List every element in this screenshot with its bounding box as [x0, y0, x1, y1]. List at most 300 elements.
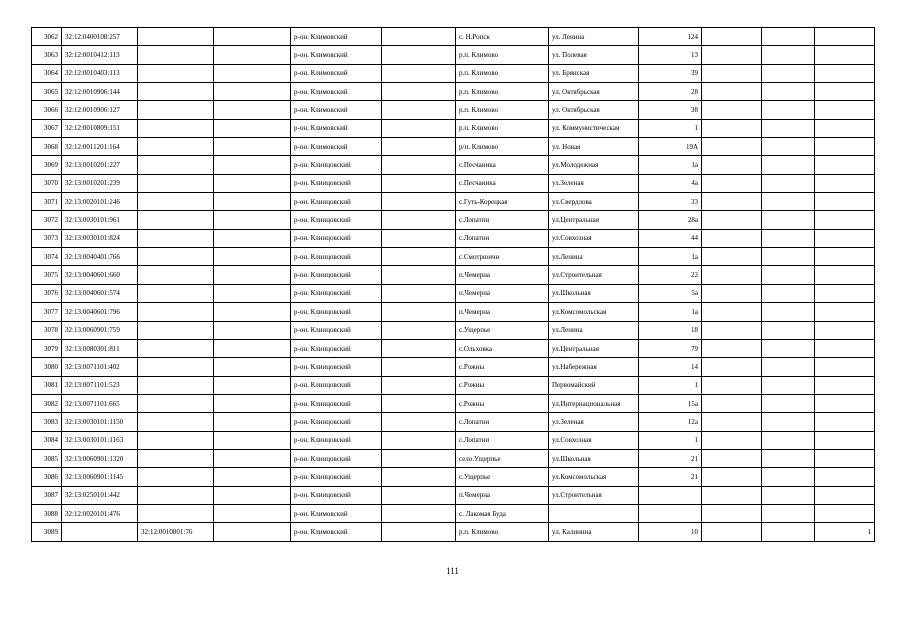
- cadastral-number-cell: 32:13:0080301:811: [62, 339, 138, 357]
- row-number-cell: 3066: [32, 101, 62, 119]
- table-row: [32, 248, 875, 266]
- district-cell: р-он. Клинцовский: [291, 339, 382, 357]
- house-number-cell: 10: [639, 523, 702, 541]
- empty-cell: [214, 504, 291, 522]
- cadastral-number-cell: 32:12:0400108:257: [62, 28, 138, 46]
- street-cell: ул.Комсомольская: [549, 303, 639, 321]
- settlement-cell: р/п. Климово: [456, 138, 549, 156]
- cadastral-number-cell: 32:13:0071101:523: [62, 376, 138, 394]
- empty-cell: [762, 468, 815, 486]
- house-number-cell: 39: [639, 64, 702, 82]
- cadastral-number-2-cell: [138, 138, 214, 156]
- cadastral-number-2-cell: [138, 394, 214, 412]
- empty-cell: [214, 174, 291, 192]
- last-value-cell: [815, 28, 875, 46]
- house-number-cell: 1: [639, 376, 702, 394]
- table-row: [32, 468, 875, 486]
- settlement-cell: п.Чемерна: [456, 284, 549, 302]
- house-number-cell: 33: [639, 193, 702, 211]
- district-cell: р-он. Клинцовский: [291, 486, 382, 504]
- cadastral-number-2-cell: [138, 46, 214, 64]
- settlement-cell: с.Песчаника: [456, 174, 549, 192]
- cadastral-number-cell: 32:13:0060901:759: [62, 321, 138, 339]
- district-cell: р-он. Клинцовский: [291, 193, 382, 211]
- last-value-cell: [815, 138, 875, 156]
- cadastral-number-2-cell: [138, 431, 214, 449]
- table-row: [32, 211, 875, 229]
- street-cell: ул.Центральная: [549, 339, 639, 357]
- empty-cell: [762, 174, 815, 192]
- street-cell: ул.Совхозная: [549, 229, 639, 247]
- empty-cell: [702, 174, 762, 192]
- cadastral-number-cell: 32:13:0030101:961: [62, 211, 138, 229]
- settlement-cell: с.Лопатни: [456, 211, 549, 229]
- last-value-cell: [815, 46, 875, 64]
- empty-cell: [762, 284, 815, 302]
- district-cell: р-он. Клинцовский: [291, 229, 382, 247]
- last-value-cell: [815, 413, 875, 431]
- district-cell: р-он. Клинцовский: [291, 431, 382, 449]
- empty-cell: [382, 449, 456, 467]
- table-row: [32, 284, 875, 302]
- empty-cell: [762, 119, 815, 137]
- cadastral-number-cell: 32:13:0010201:239: [62, 174, 138, 192]
- empty-cell: [382, 394, 456, 412]
- empty-cell: [214, 413, 291, 431]
- house-number-cell: 1а: [639, 303, 702, 321]
- empty-cell: [702, 468, 762, 486]
- empty-cell: [762, 248, 815, 266]
- street-cell: ул. Ленина: [549, 28, 639, 46]
- house-number-cell: 124: [639, 28, 702, 46]
- street-cell: [549, 504, 639, 522]
- cadastral-number-cell: 32:13:0040401:766: [62, 248, 138, 266]
- cadastral-number-cell: 32:13:0030101:1163: [62, 431, 138, 449]
- cadastral-number-cell: 32:13:0060901:1145: [62, 468, 138, 486]
- empty-cell: [762, 266, 815, 284]
- row-number-cell: 3083: [32, 413, 62, 431]
- last-value-cell: [815, 174, 875, 192]
- table-row: [32, 339, 875, 357]
- empty-cell: [214, 376, 291, 394]
- house-number-cell: 1а: [639, 248, 702, 266]
- street-cell: ул.Строительная: [549, 486, 639, 504]
- district-cell: р-он. Клинцовский: [291, 303, 382, 321]
- empty-cell: [382, 486, 456, 504]
- last-value-cell: [815, 101, 875, 119]
- cadastral-number-2-cell: [138, 101, 214, 119]
- empty-cell: [702, 46, 762, 64]
- row-number-cell: 3074: [32, 248, 62, 266]
- table-row: [32, 229, 875, 247]
- last-value-cell: 1: [815, 523, 875, 541]
- district-cell: р-он. Климовский: [291, 101, 382, 119]
- cadastral-number-2-cell: [138, 486, 214, 504]
- empty-cell: [762, 504, 815, 522]
- district-cell: р-он. Климовский: [291, 64, 382, 82]
- empty-cell: [382, 46, 456, 64]
- district-cell: р-он. Клинцовский: [291, 394, 382, 412]
- cadastral-number-cell: 32:12:0020101:476: [62, 504, 138, 522]
- empty-cell: [762, 376, 815, 394]
- house-number-cell: 4а: [639, 174, 702, 192]
- cadastral-number-cell: 32:12:0011201:164: [62, 138, 138, 156]
- empty-cell: [702, 138, 762, 156]
- last-value-cell: [815, 431, 875, 449]
- house-number-cell: 12а: [639, 413, 702, 431]
- last-value-cell: [815, 64, 875, 82]
- empty-cell: [382, 28, 456, 46]
- empty-cell: [382, 248, 456, 266]
- empty-cell: [382, 174, 456, 192]
- house-number-cell: [639, 486, 702, 504]
- street-cell: ул.Центральная: [549, 211, 639, 229]
- district-cell: р-он. Клинцовский: [291, 376, 382, 394]
- cadastral-number-2-cell: [138, 303, 214, 321]
- table-row: [32, 431, 875, 449]
- empty-cell: [702, 358, 762, 376]
- empty-cell: [702, 119, 762, 137]
- empty-cell: [214, 64, 291, 82]
- empty-cell: [762, 321, 815, 339]
- empty-cell: [702, 413, 762, 431]
- cadastral-number-2-cell: [138, 174, 214, 192]
- cadastral-number-2-cell: [138, 248, 214, 266]
- empty-cell: [214, 321, 291, 339]
- table-row: [32, 321, 875, 339]
- cadastral-number-cell: 32:13:0040601:574: [62, 284, 138, 302]
- empty-cell: [382, 266, 456, 284]
- last-value-cell: [815, 376, 875, 394]
- cadastral-number-2-cell: [138, 156, 214, 174]
- street-cell: ул. Калинина: [549, 523, 639, 541]
- empty-cell: [702, 504, 762, 522]
- district-cell: р-он. Клинцовский: [291, 468, 382, 486]
- empty-cell: [214, 449, 291, 467]
- district-cell: р-он. Клинцовский: [291, 211, 382, 229]
- settlement-cell: р.п. Климово: [456, 523, 549, 541]
- street-cell: ул.Ленина: [549, 248, 639, 266]
- empty-cell: [702, 394, 762, 412]
- row-number-cell: 3084: [32, 431, 62, 449]
- empty-cell: [702, 64, 762, 82]
- cadastral-number-cell: 32:13:0030101:824: [62, 229, 138, 247]
- row-number-cell: 3075: [32, 266, 62, 284]
- settlement-cell: п.Чемерна: [456, 486, 549, 504]
- district-cell: р-он. Климовский: [291, 504, 382, 522]
- empty-cell: [382, 376, 456, 394]
- street-cell: ул.Зеленая: [549, 413, 639, 431]
- cadastral-number-2-cell: [138, 211, 214, 229]
- cadastral-number-cell: 32:13:0020101:246: [62, 193, 138, 211]
- row-number-cell: 3071: [32, 193, 62, 211]
- cadastral-number-2-cell: [138, 413, 214, 431]
- last-value-cell: [815, 339, 875, 357]
- table-row: [32, 64, 875, 82]
- table-row: [32, 376, 875, 394]
- empty-cell: [214, 266, 291, 284]
- last-value-cell: [815, 211, 875, 229]
- last-value-cell: [815, 486, 875, 504]
- empty-cell: [762, 303, 815, 321]
- district-cell: р-он. Клинцовский: [291, 266, 382, 284]
- table-row: [32, 358, 875, 376]
- table-row: [32, 193, 875, 211]
- row-number-cell: 3069: [32, 156, 62, 174]
- empty-cell: [382, 523, 456, 541]
- empty-cell: [214, 193, 291, 211]
- settlement-cell: с.Песчаника: [456, 156, 549, 174]
- empty-cell: [214, 339, 291, 357]
- last-value-cell: [815, 284, 875, 302]
- house-number-cell: 18: [639, 321, 702, 339]
- table-row: [32, 119, 875, 137]
- settlement-cell: с. Н.Ропск: [456, 28, 549, 46]
- row-number-cell: 3082: [32, 394, 62, 412]
- street-cell: ул.Совхозная: [549, 431, 639, 449]
- settlement-cell: с.Гуть-Корецкая: [456, 193, 549, 211]
- row-number-cell: 3072: [32, 211, 62, 229]
- street-cell: ул.Свердлова: [549, 193, 639, 211]
- registry-table: [31, 27, 875, 542]
- empty-cell: [382, 321, 456, 339]
- house-number-cell: 13: [639, 46, 702, 64]
- empty-cell: [762, 229, 815, 247]
- settlement-cell: с.Рожны: [456, 376, 549, 394]
- empty-cell: [702, 284, 762, 302]
- empty-cell: [214, 229, 291, 247]
- empty-cell: [762, 46, 815, 64]
- settlement-cell: с.Смотрюичи: [456, 248, 549, 266]
- settlement-cell: с.Лопатни: [456, 229, 549, 247]
- empty-cell: [702, 523, 762, 541]
- last-value-cell: [815, 193, 875, 211]
- cadastral-number-cell: 32:13:0030101:1150: [62, 413, 138, 431]
- street-cell: ул.Набережная: [549, 358, 639, 376]
- table-row: [32, 138, 875, 156]
- settlement-cell: п.Чемерна: [456, 266, 549, 284]
- empty-cell: [702, 431, 762, 449]
- house-number-cell: 15а: [639, 394, 702, 412]
- empty-cell: [382, 303, 456, 321]
- empty-cell: [702, 28, 762, 46]
- empty-cell: [762, 211, 815, 229]
- house-number-cell: 79: [639, 339, 702, 357]
- street-cell: ул.Школьная: [549, 284, 639, 302]
- empty-cell: [762, 394, 815, 412]
- cadastral-number-cell: 32:12:0010403:113: [62, 64, 138, 82]
- street-cell: ул.Ленина: [549, 321, 639, 339]
- row-number-cell: 3080: [32, 358, 62, 376]
- street-cell: ул.Строительная: [549, 266, 639, 284]
- table-row: [32, 394, 875, 412]
- empty-cell: [702, 229, 762, 247]
- house-number-cell: 5а: [639, 284, 702, 302]
- house-number-cell: 21: [639, 468, 702, 486]
- street-cell: ул. Коммунистическая: [549, 119, 639, 137]
- house-number-cell: 28: [639, 83, 702, 101]
- table-row: [32, 83, 875, 101]
- cadastral-number-2-cell: [138, 83, 214, 101]
- last-value-cell: [815, 358, 875, 376]
- district-cell: р-он. Климовский: [291, 83, 382, 101]
- empty-cell: [702, 339, 762, 357]
- row-number-cell: 3081: [32, 376, 62, 394]
- empty-cell: [382, 358, 456, 376]
- district-cell: р-он. Клинцовский: [291, 449, 382, 467]
- settlement-cell: с. Лакомая Буда: [456, 504, 549, 522]
- cadastral-number-cell: [62, 523, 138, 541]
- empty-cell: [382, 193, 456, 211]
- settlement-cell: село.Ущерпье: [456, 449, 549, 467]
- house-number-cell: 1: [639, 119, 702, 137]
- row-number-cell: 3085: [32, 449, 62, 467]
- empty-cell: [214, 211, 291, 229]
- cadastral-number-2-cell: [138, 468, 214, 486]
- cadastral-number-cell: 32:13:0040601:796: [62, 303, 138, 321]
- cadastral-number-cell: 32:13:0071101:665: [62, 394, 138, 412]
- cadastral-number-2-cell: [138, 376, 214, 394]
- empty-cell: [702, 266, 762, 284]
- district-cell: р-он. Климовский: [291, 28, 382, 46]
- last-value-cell: [815, 394, 875, 412]
- last-value-cell: [815, 303, 875, 321]
- district-cell: р-он. Климовский: [291, 46, 382, 64]
- cadastral-number-2-cell: [138, 64, 214, 82]
- empty-cell: [702, 321, 762, 339]
- empty-cell: [382, 101, 456, 119]
- empty-cell: [762, 486, 815, 504]
- empty-cell: [382, 468, 456, 486]
- row-number-cell: 3088: [32, 504, 62, 522]
- street-cell: ул.Интернациональная: [549, 394, 639, 412]
- table-row: [32, 101, 875, 119]
- empty-cell: [214, 468, 291, 486]
- empty-cell: [702, 248, 762, 266]
- cadastral-number-cell: 32:13:0040601:660: [62, 266, 138, 284]
- table-row: [32, 486, 875, 504]
- district-cell: р-он. Клинцовский: [291, 358, 382, 376]
- settlement-cell: с.Ущерпье: [456, 321, 549, 339]
- cadastral-number-cell: 32:12:0010412:113: [62, 46, 138, 64]
- table-body: [32, 28, 875, 542]
- empty-cell: [762, 64, 815, 82]
- empty-cell: [214, 303, 291, 321]
- last-value-cell: [815, 229, 875, 247]
- street-cell: ул. Новая: [549, 138, 639, 156]
- cadastral-number-2-cell: [138, 504, 214, 522]
- table-row: [32, 303, 875, 321]
- street-cell: ул.Комсомольская: [549, 468, 639, 486]
- empty-cell: [214, 46, 291, 64]
- empty-cell: [382, 64, 456, 82]
- settlement-cell: р.п. Климово: [456, 83, 549, 101]
- empty-cell: [214, 358, 291, 376]
- empty-cell: [702, 486, 762, 504]
- settlement-cell: с.Ольховка: [456, 339, 549, 357]
- district-cell: р-он. Клинцовский: [291, 321, 382, 339]
- house-number-cell: 28а: [639, 211, 702, 229]
- last-value-cell: [815, 266, 875, 284]
- row-number-cell: 3070: [32, 174, 62, 192]
- table-row: [32, 523, 875, 541]
- cadastral-number-cell: 32:13:0010201:227: [62, 156, 138, 174]
- empty-cell: [382, 211, 456, 229]
- empty-cell: [762, 138, 815, 156]
- last-value-cell: [815, 468, 875, 486]
- cadastral-number-2-cell: [138, 193, 214, 211]
- row-number-cell: 3063: [32, 46, 62, 64]
- cadastral-number-2-cell: [138, 339, 214, 357]
- cadastral-number-cell: 32:13:0250101:442: [62, 486, 138, 504]
- house-number-cell: 14: [639, 358, 702, 376]
- empty-cell: [762, 193, 815, 211]
- last-value-cell: [815, 321, 875, 339]
- cadastral-number-2-cell: [138, 358, 214, 376]
- row-number-cell: 3065: [32, 83, 62, 101]
- settlement-cell: с.Ущерпье: [456, 468, 549, 486]
- cadastral-number-2-cell: [138, 119, 214, 137]
- cadastral-number-2-cell: [138, 284, 214, 302]
- last-value-cell: [815, 156, 875, 174]
- row-number-cell: 3077: [32, 303, 62, 321]
- cadastral-number-2-cell: 32:12:0010801:76: [138, 523, 214, 541]
- last-value-cell: [815, 449, 875, 467]
- last-value-cell: [815, 248, 875, 266]
- district-cell: р-он. Климовский: [291, 138, 382, 156]
- empty-cell: [762, 523, 815, 541]
- settlement-cell: п.Чемерна: [456, 303, 549, 321]
- house-number-cell: 1а: [639, 156, 702, 174]
- empty-cell: [762, 358, 815, 376]
- settlement-cell: с.Рожны: [456, 358, 549, 376]
- row-number-cell: 3086: [32, 468, 62, 486]
- empty-cell: [702, 156, 762, 174]
- empty-cell: [214, 431, 291, 449]
- empty-cell: [214, 138, 291, 156]
- table-row: [32, 504, 875, 522]
- empty-cell: [702, 449, 762, 467]
- empty-cell: [214, 119, 291, 137]
- district-cell: р-он. Климовский: [291, 523, 382, 541]
- settlement-cell: р.п. Климово: [456, 46, 549, 64]
- empty-cell: [762, 339, 815, 357]
- settlement-cell: с.Рожны: [456, 394, 549, 412]
- empty-cell: [382, 284, 456, 302]
- empty-cell: [214, 248, 291, 266]
- house-number-cell: 44: [639, 229, 702, 247]
- empty-cell: [702, 376, 762, 394]
- row-number-cell: 3073: [32, 229, 62, 247]
- row-number-cell: 3079: [32, 339, 62, 357]
- street-cell: ул.Молодежная: [549, 156, 639, 174]
- empty-cell: [382, 504, 456, 522]
- district-cell: р-он. Клинцовский: [291, 174, 382, 192]
- street-cell: Первомайский: [549, 376, 639, 394]
- empty-cell: [382, 83, 456, 101]
- district-cell: р-он. Климовский: [291, 119, 382, 137]
- row-number-cell: 3068: [32, 138, 62, 156]
- empty-cell: [702, 303, 762, 321]
- row-number-cell: 3067: [32, 119, 62, 137]
- table-row: [32, 266, 875, 284]
- empty-cell: [762, 413, 815, 431]
- table-row: [32, 174, 875, 192]
- cadastral-number-2-cell: [138, 321, 214, 339]
- last-value-cell: [815, 119, 875, 137]
- empty-cell: [702, 211, 762, 229]
- cadastral-number-cell: 32:13:0060901:1320: [62, 449, 138, 467]
